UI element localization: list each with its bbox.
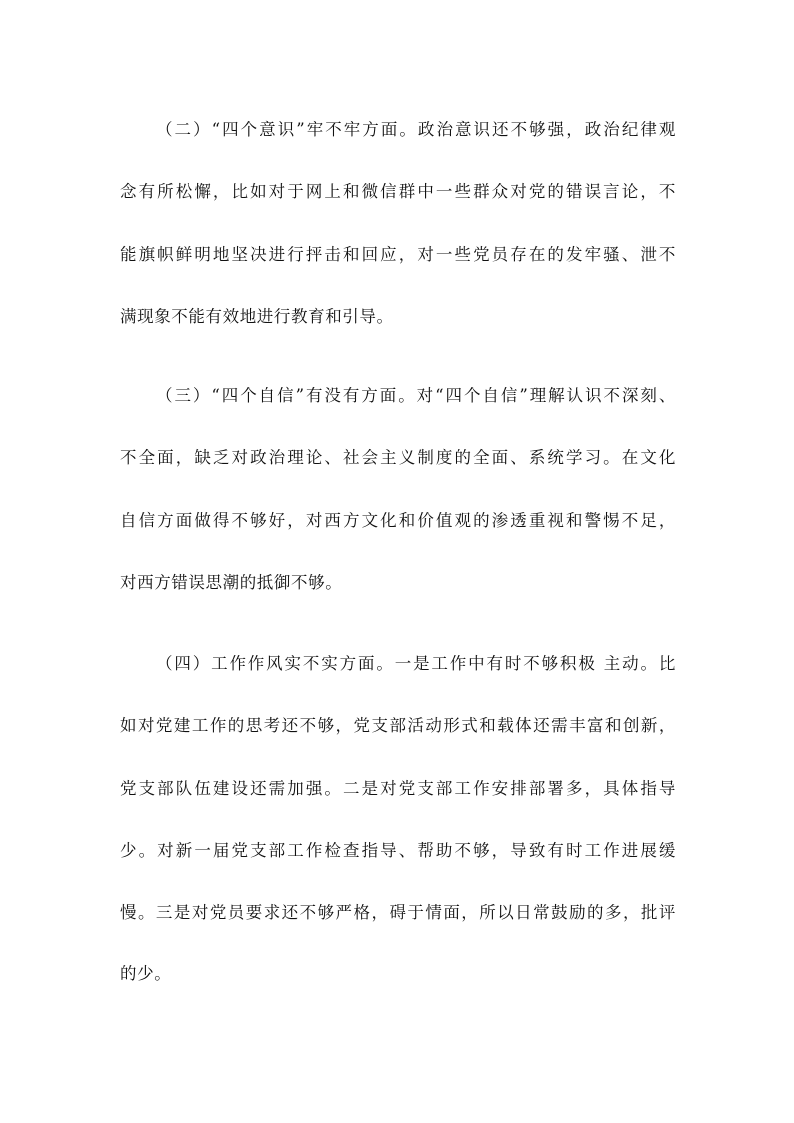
paragraph-4-line-5: 慢。三是对党员要求还不够严格，碍于情面，所以日常鼓励的多，批评 [120,903,676,922]
paragraph-3-line-2: 不全面，缺乏对政治理论、社会主义制度的全面、系统学习。在文化 [120,448,676,467]
paragraph-2-line-2: 念有所松懈，比如对于网上和微信群中一些群众对党的错误言论，不 [120,182,676,201]
paragraph-2-line-3: 能旗帜鲜明地坚决进行抨击和回应，对一些党员存在的发牢骚、泄不 [120,245,676,264]
paragraph-4-line-3: 党支部队伍建设还需加强。二是对党支部工作安排部署多，具体指导 [120,779,676,798]
paragraph-2-line-1: （二）“四个意识”牢不牢方面。政治意识还不够强，政治纪律观 [156,120,676,139]
paragraph-3-line-1: （三）“四个自信”有没有方面。对“四个自信”理解认识不深刻、 [156,386,676,405]
paragraph-3-line-4: 对西方错误思潮的抵御不够。 [120,573,343,592]
paragraph-4-line-4: 少。对新一届党支部工作检查指导、帮助不够，导致有时工作进展缓 [120,841,676,860]
paragraph-3-line-3: 自信方面做得不够好，对西方文化和价值观的渗透重视和警惕不足， [120,511,676,530]
paragraph-2-line-4: 满现象不能有效地进行教育和引导。 [120,307,394,326]
paragraph-4-line-6: 的少。 [120,964,172,983]
paragraph-4-line-1: （四）工作作风实不实方面。一是工作中有时不够积极 主动。比 [156,654,676,673]
paragraph-4-line-2: 如对党建工作的思考还不够，党支部活动形式和载体还需丰富和创新， [120,716,676,735]
